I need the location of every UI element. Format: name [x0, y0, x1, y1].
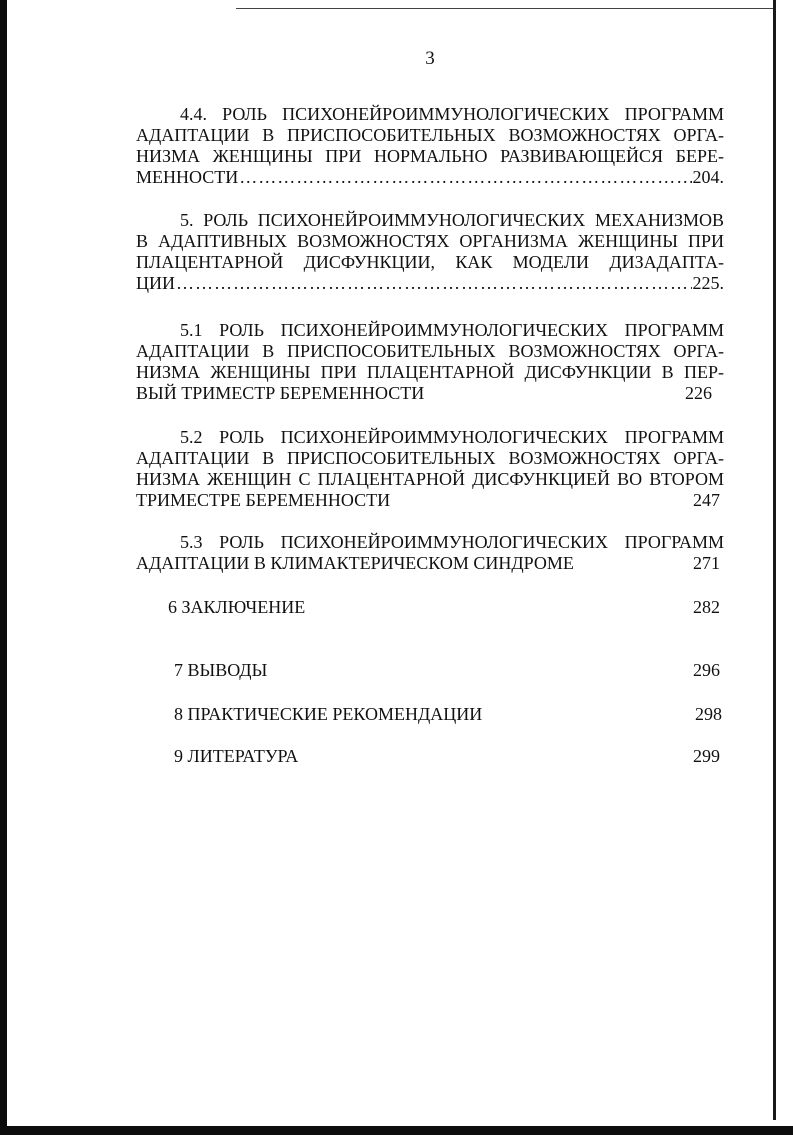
- toc-entry-line: 5. РОЛЬ ПСИХОНЕЙРОИММУНОЛОГИЧЕСКИХ МЕХАНИЗМОВ: [180, 210, 724, 230]
- toc-entry-line: АДАПТАЦИИ В КЛИМАКТЕРИЧЕСКОМ СИНДРОМЕ: [136, 553, 574, 573]
- toc-entry-line: 4.4. РОЛЬ ПСИХОНЕЙРОИММУНОЛОГИЧЕСКИХ ПРОГРАММ: [180, 104, 724, 124]
- toc-page-number: 247: [693, 490, 720, 510]
- leader-dots: [239, 167, 691, 188]
- toc-entry-title: 8 ПРАКТИЧЕСКИЕ РЕКОМЕНДАЦИИ: [174, 704, 483, 724]
- toc-entry-last-line: [136, 167, 724, 188]
- leader-dots: [176, 273, 692, 294]
- toc-page-number: 271: [693, 553, 720, 573]
- scan-edge-left: [0, 0, 7, 1135]
- toc-page-number: 298: [695, 704, 722, 724]
- scan-edge-bottom: [0, 1126, 793, 1135]
- toc-entry-last-line: [136, 383, 724, 404]
- toc-page-number: 226: [685, 383, 712, 403]
- toc-entry-7[interactable]: [174, 660, 720, 681]
- toc-page-number: 282: [693, 597, 720, 617]
- toc-entry-line: ЦИИ: [136, 273, 175, 293]
- toc-entry-line: АДАПТАЦИИ В ПРИСПОСОБИТЕЛЬНЫХ ВОЗМОЖНОСТЯХ ОРГА-: [136, 448, 724, 468]
- toc-page-number: 204.: [692, 167, 724, 187]
- toc-entry-9[interactable]: [174, 746, 720, 767]
- scan-edge-right: [773, 0, 776, 1120]
- toc-entry-title: 7 ВЫВОДЫ: [174, 660, 268, 680]
- toc-entry-line: МЕННОСТИ: [136, 167, 239, 187]
- toc-entry-5-3[interactable]: [136, 532, 724, 574]
- toc-entry-line: ПЛАЦЕНТАРНОЙ ДИСФУНКЦИИ, КАК МОДЕЛИ ДИЗАДАПТА-: [136, 252, 724, 272]
- toc-entry-5-2[interactable]: [136, 427, 724, 511]
- toc-entry-line: НИЗМА ЖЕНЩИНЫ ПРИ ПЛАЦЕНТАРНОЙ ДИСФУНКЦИИ В ПЕР-: [136, 362, 724, 382]
- toc-entry-line: В АДАПТИВНЫХ ВОЗМОЖНОСТЯХ ОРГАНИЗМА ЖЕНЩИНЫ ПРИ: [136, 231, 724, 251]
- scan-edge-top: [236, 8, 773, 9]
- toc-entry-5-1[interactable]: [136, 320, 724, 404]
- toc-page-number: 225.: [692, 273, 724, 293]
- toc-entry-line: НИЗМА ЖЕНЩИНЫ ПРИ НОРМАЛЬНО РАЗВИВАЮЩЕЙСЯ БЕРЕ-: [136, 146, 724, 166]
- toc-page-number: 299: [693, 746, 720, 766]
- toc-entry-last-line: [136, 553, 724, 574]
- toc-entry-title: 9 ЛИТЕРАТУРА: [174, 746, 299, 766]
- toc-entry-4-4[interactable]: [136, 104, 724, 188]
- page-number: 3: [425, 48, 435, 69]
- toc-entry-last-line: [136, 490, 724, 511]
- toc-entry-line: ВЫЙ ТРИМЕСТР БЕРЕМЕННОСТИ: [136, 383, 425, 403]
- toc-entry-line: 5.2 РОЛЬ ПСИХОНЕЙРОИММУНОЛОГИЧЕСКИХ ПРОГРАММ: [180, 427, 724, 447]
- toc-entry-5[interactable]: [136, 210, 724, 294]
- toc-page-number: 296: [693, 660, 720, 680]
- toc-entry-6[interactable]: [168, 597, 720, 618]
- toc-entry-8[interactable]: [174, 704, 722, 725]
- toc-entry-line: АДАПТАЦИИ В ПРИСПОСОБИТЕЛЬНЫХ ВОЗМОЖНОСТЯХ ОРГА-: [136, 125, 724, 145]
- toc-entry-line: НИЗМА ЖЕНЩИН С ПЛАЦЕНТАРНОЙ ДИСФУНКЦИЕЙ ВО ВТОРОМ: [136, 469, 724, 489]
- toc-entry-line: АДАПТАЦИИ В ПРИСПОСОБИТЕЛЬНЫХ ВОЗМОЖНОСТЯХ ОРГА-: [136, 341, 724, 361]
- toc-entry-title: 6 ЗАКЛЮЧЕНИЕ: [168, 597, 306, 617]
- toc-entry-line: ТРИМЕСТРЕ БЕРЕМЕННОСТИ: [136, 490, 391, 510]
- toc-entry-line: 5.1 РОЛЬ ПСИХОНЕЙРОИММУНОЛОГИЧЕСКИХ ПРОГРАММ: [180, 320, 724, 340]
- toc-entry-last-line: [136, 273, 724, 294]
- toc-entry-line: 5.3 РОЛЬ ПСИХОНЕЙРОИММУНОЛОГИЧЕСКИХ ПРОГРАММ: [180, 532, 724, 552]
